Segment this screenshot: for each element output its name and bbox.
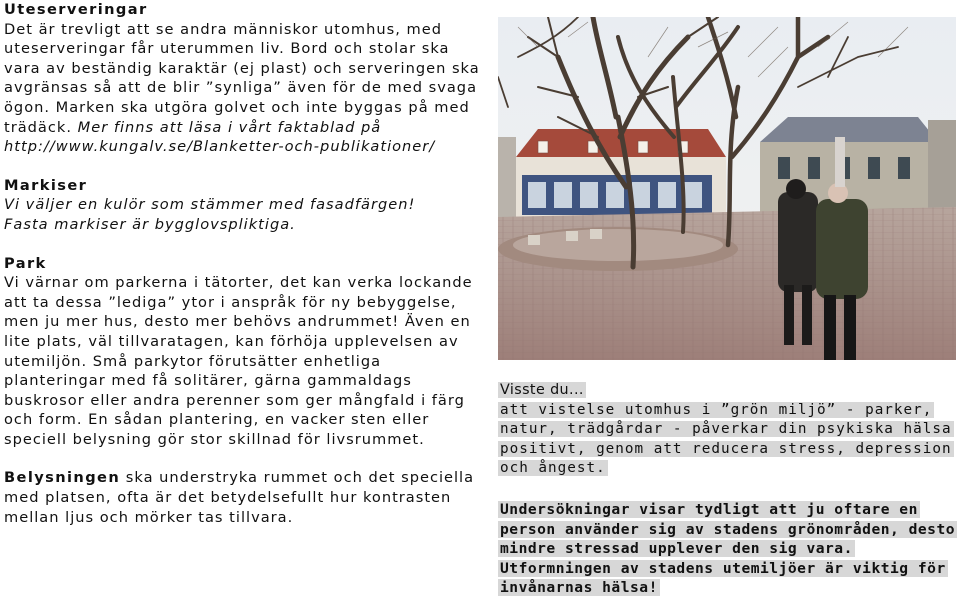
- undersokningar-box: [498, 500, 956, 598]
- markiser-line-1: Vi väljer en kulör som stämmer med fasadfärgen!: [4, 196, 416, 214]
- section-markiser: [4, 176, 484, 235]
- left-text-column: [4, 0, 484, 527]
- markiser-line-2: Fasta markiser är bygglovspliktiga.: [4, 215, 296, 233]
- visste-du-box: [498, 381, 956, 479]
- uteserveringar-link-note[interactable]: Mer finns att läsa i vårt faktablad på http://www.kungalv.se/Blanketter-och-publikationer/: [4, 118, 436, 156]
- right-text-column: [498, 381, 956, 598]
- visste-body: att vistelse utomhus i ”grön miljö” - parker, natur, trädgårdar - påverkar din psykiska hälsa positivt, genom att reducera stress, depression och ångest.: [500, 401, 952, 477]
- section-park: [4, 254, 484, 450]
- uteserveringar-body: Det är trevligt att se andra människor utomhus, med uteserveringar får uterummen liv. Bord och stolar ska vara av beständig karaktär (ej plast) och serveringen ska avgränsas så att de blir ”synliga” även för de med svaga ögon. Marken ska utgöra golvet och inte byggas på med trädäck.: [4, 20, 480, 136]
- belysning-body: ska understryka rummet och det speciella med platsen, ofta är det betydelsefullt hur kontrasten mellan ljus och mörker tas tillvara.: [4, 469, 475, 526]
- section-uteserveringar: [4, 0, 484, 157]
- visste-heading: Visste du...: [500, 382, 584, 398]
- section-belysning: [4, 468, 484, 527]
- markiser-heading: Markiser: [4, 176, 88, 194]
- belysning-bold-word: Belysningen: [4, 469, 121, 487]
- town-square-photo: [498, 17, 956, 360]
- park-body: Vi värnar om parkerna i tätorter, det kan verka lockande att ta dessa ”lediga” ytor i anspråk för ny bebyggelse, men ju mer hus, desto mer behövs andrummet! Även en lite plats, väl tillvaratagen, kan förhöja upplevelsen av utemiljön. Små parkytor förutsätter enhetliga planteringar med få solitärer, gärna gammaldags buskrosor eller andra perenner som ger mångfald i färg och form. En sådan plantering, en vacker sten eller speciell belysning gör stor skillnad för livsrummet.: [4, 274, 473, 448]
- undersokningar-text: Undersökningar visar tydligt att ju oftare en person använder sig av stadens grönområden, desto mindre stressad upplever den sig vara. Utformningen av stadens utemiljöer är viktig för invånarnas hälsa!: [500, 500, 956, 597]
- uteserveringar-heading: Uteserveringar: [4, 1, 148, 18]
- park-heading: Park: [4, 254, 47, 272]
